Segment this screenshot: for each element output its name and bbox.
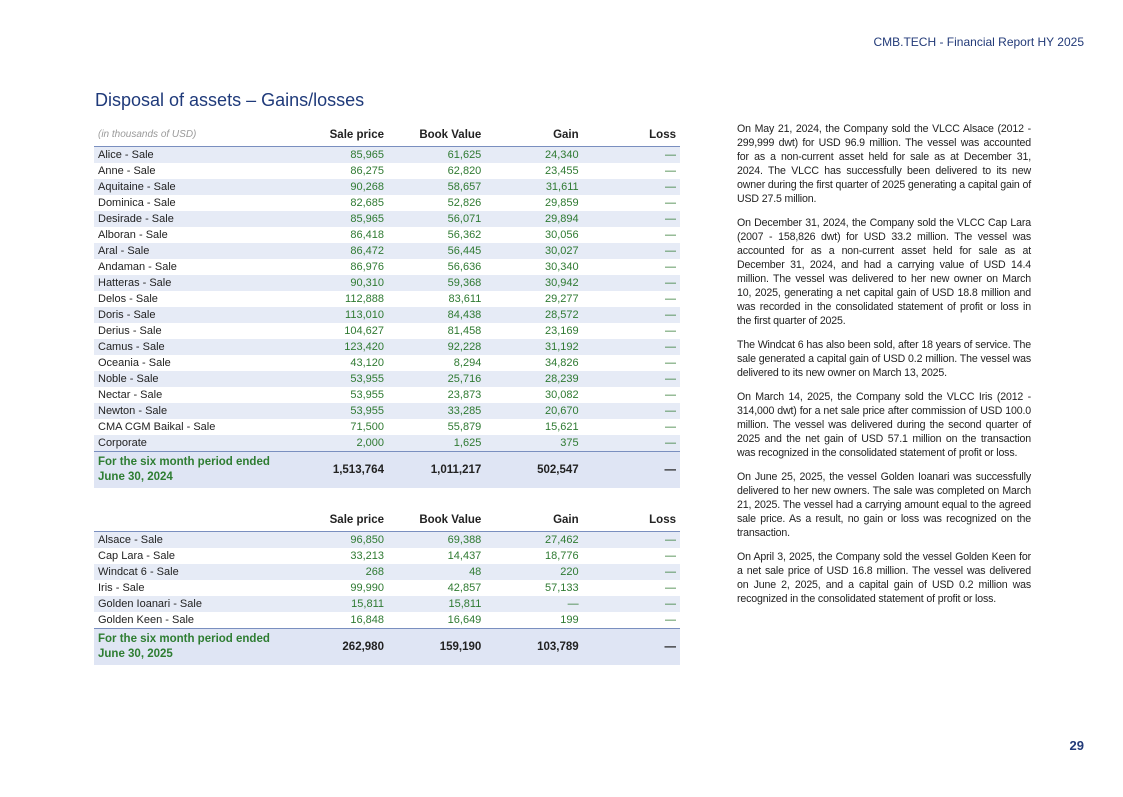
cell-value: 28,572	[485, 307, 582, 323]
total-label: For the six month period ended June 30, 2025	[94, 629, 291, 666]
cell-value: 29,894	[485, 211, 582, 227]
cell-value: 83,611	[448, 293, 482, 305]
unit-label-empty	[94, 511, 291, 532]
note-paragraph: On March 14, 2025, the Company sold the VLCC Iris (2012 - 314,000 dwt) for a net sale price after commission of USD 100.0 million. The vessel was delivered during the second quarter of 2025 and the net gain of USD 57.1 million on the transaction was recognized in the consolidated statement of profit or loss.	[737, 391, 1031, 459]
row-label: Doris - Sale	[94, 307, 291, 323]
cell-value: 23,873	[447, 389, 482, 401]
table-row	[94, 596, 680, 612]
cell-value: 85,965	[291, 211, 388, 227]
table-row	[94, 580, 680, 596]
cell-value: 86,976	[350, 261, 384, 273]
report-header-title: CMB.TECH - Financial Report HY 2025	[873, 35, 1084, 49]
cell-value: 90,310	[291, 275, 388, 291]
cell-value: 71,500	[350, 421, 384, 433]
row-label: Golden Keen - Sale	[98, 614, 195, 626]
cell-value: —	[665, 229, 676, 241]
cell-value: 53,955	[350, 389, 384, 401]
cell-value: 59,368	[388, 275, 485, 291]
explanatory-notes	[737, 122, 1031, 616]
cell-value: 113,010	[291, 307, 388, 323]
note-paragraph: On June 25, 2025, the vessel Golden Ioanari was successfully delivered to her new owners. The sale was completed on March 21, 2025. The vessel had a carrying amount equal to the agreed sale price. As a result, no gain or loss was recognized on the transaction.	[737, 471, 1031, 539]
cell-value: 31,192	[485, 339, 582, 355]
col-header-sale-price: Sale price	[291, 126, 388, 147]
cell-value: —	[665, 550, 676, 562]
cell-value: 123,420	[291, 339, 388, 355]
table-row	[94, 548, 680, 564]
row-label: Derius - Sale	[98, 325, 162, 337]
row-label: Aquitaine - Sale	[94, 179, 291, 195]
note-paragraph: On December 31, 2024, the Company sold the VLCC Cap Lara (2007 - 158,826 dwt) for USD 33.2 million. The vessel was accounted for as a non-current asset held for sale as at December 31, 2024, and had a carrying value of USD 14.4 million. The vessel was delivered to her new owner on March 10, 2025, generating a net capital gain of USD 18.8 million and was recorded in the consolidated statement of profit or loss in the first quarter of 2025.	[737, 217, 1031, 327]
col-header-gain: Gain	[485, 126, 582, 147]
table-row	[94, 612, 680, 629]
cell-value: 27,462	[485, 532, 582, 549]
table-row	[94, 195, 680, 211]
cell-value: 28,239	[485, 371, 582, 387]
total-value: —	[583, 629, 680, 666]
row-label: Nectar - Sale	[98, 389, 163, 401]
row-label: Anne - Sale	[98, 165, 156, 177]
cell-value: —	[485, 596, 582, 612]
col-header-sale-price: Sale price	[291, 511, 388, 532]
cell-value: 81,458	[447, 325, 482, 337]
cell-value: —	[665, 357, 676, 369]
cell-value: —	[583, 435, 680, 452]
col-header-book-value: Book Value	[388, 511, 485, 532]
row-label: Alsace - Sale	[94, 532, 291, 549]
row-label: Iris - Sale	[98, 582, 145, 594]
col-header-book-value: Book Value	[388, 126, 485, 147]
cell-value: —	[583, 596, 680, 612]
cell-value: —	[583, 371, 680, 387]
cell-value: 30,027	[485, 243, 582, 259]
total-value: 1,011,217	[388, 452, 485, 489]
total-value: 262,980	[291, 629, 388, 666]
row-label: Windcat 6 - Sale	[94, 564, 291, 580]
cell-value: 220	[485, 564, 582, 580]
cell-value: 24,340	[485, 147, 582, 164]
col-header-loss: Loss	[583, 511, 680, 532]
cell-value: 199	[560, 614, 579, 626]
table-row	[94, 403, 680, 419]
row-label: Alboran - Sale	[98, 229, 168, 241]
table-row	[94, 179, 680, 195]
cell-value: 15,811	[291, 596, 388, 612]
table-row	[94, 564, 680, 580]
row-label: Golden Ioanari - Sale	[94, 596, 291, 612]
cell-value: 42,857	[447, 582, 482, 594]
cell-value: 23,169	[544, 325, 579, 337]
total-value: 103,789	[485, 629, 582, 666]
row-label: Noble - Sale	[94, 371, 291, 387]
total-row	[94, 452, 680, 489]
cell-value: 15,811	[388, 596, 485, 612]
row-label: Desirade - Sale	[94, 211, 291, 227]
row-label: CMA CGM Baikal - Sale	[98, 421, 216, 433]
cell-value: 29,859	[544, 197, 579, 209]
cell-value: 85,965	[291, 147, 388, 164]
table-row	[94, 339, 680, 355]
cell-value: —	[583, 339, 680, 355]
row-label: Aral - Sale	[94, 243, 291, 259]
cell-value: 16,848	[350, 614, 384, 626]
table-row	[94, 243, 680, 259]
cell-value: 53,955	[291, 403, 388, 419]
cell-value: 31,611	[485, 179, 582, 195]
cell-value: 30,056	[544, 229, 579, 241]
cell-value: 48	[388, 564, 485, 580]
cell-value: 18,776	[544, 550, 579, 562]
cell-value: 56,071	[388, 211, 485, 227]
row-label: Hatteras - Sale	[94, 275, 291, 291]
row-label: Corporate	[94, 435, 291, 452]
disposal-table-2024	[94, 126, 680, 488]
row-label: Newton - Sale	[94, 403, 291, 419]
cell-value: 86,275	[350, 165, 384, 177]
cell-value: —	[665, 197, 676, 209]
cell-value: —	[665, 389, 676, 401]
cell-value: 99,990	[350, 582, 384, 594]
cell-value: 56,362	[447, 229, 482, 241]
row-label: Cap Lara - Sale	[98, 550, 176, 562]
col-header-gain: Gain	[485, 511, 582, 532]
cell-value: —	[583, 307, 680, 323]
table-row	[94, 275, 680, 291]
cell-value: 33,285	[388, 403, 485, 419]
table-row	[94, 147, 680, 164]
table-row	[94, 532, 680, 549]
cell-value: 1,625	[388, 435, 485, 452]
cell-value: 82,685	[350, 197, 384, 209]
cell-value: —	[665, 614, 676, 626]
cell-value: 30,942	[485, 275, 582, 291]
total-row	[94, 629, 680, 666]
table-row	[94, 211, 680, 227]
cell-value: —	[665, 293, 676, 305]
cell-value: 92,228	[388, 339, 485, 355]
total-value: 502,547	[485, 452, 582, 489]
table-row	[94, 355, 680, 371]
table-row	[94, 163, 680, 179]
cell-value: 84,438	[388, 307, 485, 323]
cell-value: 8,294	[453, 357, 482, 369]
cell-value: —	[583, 211, 680, 227]
row-label: Camus - Sale	[94, 339, 291, 355]
cell-value: 90,268	[291, 179, 388, 195]
cell-value: —	[583, 564, 680, 580]
cell-value: —	[583, 275, 680, 291]
table-row	[94, 259, 680, 275]
table-row	[94, 371, 680, 387]
cell-value: 29,277	[544, 293, 579, 305]
section-title: Disposal of assets – Gains/losses	[95, 90, 365, 110]
cell-value: 33,213	[350, 550, 384, 562]
note-paragraph: On April 3, 2025, the Company sold the vessel Golden Keen for a net sale price of USD 16.8 million. The vessel was delivered on June 2, 2025, and a capital gain of USD 0.2 million was recognized in the consolidated statement of profit or loss.	[737, 551, 1031, 605]
cell-value: 112,888	[345, 293, 384, 305]
cell-value: —	[665, 421, 676, 433]
cell-value: 53,955	[291, 371, 388, 387]
cell-value: 20,670	[485, 403, 582, 419]
row-label: Dominica - Sale	[98, 197, 176, 209]
cell-value: —	[583, 179, 680, 195]
cell-value: 268	[291, 564, 388, 580]
cell-value: —	[583, 532, 680, 549]
cell-value: 62,820	[447, 165, 482, 177]
cell-value: 15,621	[544, 421, 579, 433]
table-row	[94, 291, 680, 307]
cell-value: 16,649	[447, 614, 482, 626]
row-label: Oceania - Sale	[98, 357, 171, 369]
cell-value: 30,082	[544, 389, 579, 401]
cell-value: 14,437	[447, 550, 482, 562]
row-label: Andaman - Sale	[98, 261, 177, 273]
total-label: For the six month period ended June 30, 2024	[94, 452, 291, 489]
unit-label: (in thousands of USD)	[94, 126, 291, 147]
page-number: 29	[1069, 738, 1084, 753]
note-paragraph: The Windcat 6 has also been sold, after 18 years of service. The sale generated a capital gain of USD 0.2 million. The vessel was delivered to its new owner on March 13, 2025.	[737, 339, 1031, 379]
cell-value: 104,627	[344, 325, 384, 337]
table-row	[94, 323, 680, 339]
cell-value: —	[583, 243, 680, 259]
table-row	[94, 387, 680, 403]
col-header-loss: Loss	[583, 126, 680, 147]
cell-value: —	[665, 261, 676, 273]
cell-value: 56,636	[447, 261, 482, 273]
cell-value: 57,133	[544, 582, 579, 594]
row-label: Alice - Sale	[94, 147, 291, 164]
table-header-row	[94, 511, 680, 532]
row-label: Delos - Sale	[98, 293, 158, 305]
cell-value: 86,418	[350, 229, 384, 241]
cell-value: 25,716	[388, 371, 485, 387]
total-value: —	[583, 452, 680, 489]
cell-value: 30,340	[544, 261, 579, 273]
cell-value: —	[665, 325, 676, 337]
cell-value: 69,388	[388, 532, 485, 549]
cell-value: —	[665, 582, 676, 594]
cell-value: —	[665, 165, 676, 177]
cell-value: 23,455	[544, 165, 579, 177]
table-header-row	[94, 126, 680, 147]
cell-value: 58,657	[388, 179, 485, 195]
cell-value: —	[583, 403, 680, 419]
table-row	[94, 307, 680, 323]
cell-value: 61,625	[388, 147, 485, 164]
cell-value: 52,826	[447, 197, 482, 209]
cell-value: 55,879	[447, 421, 482, 433]
cell-value: 34,826	[544, 357, 579, 369]
total-value: 159,190	[388, 629, 485, 666]
cell-value: 43,120	[350, 357, 384, 369]
cell-value: —	[583, 147, 680, 164]
cell-value: 2,000	[291, 435, 388, 452]
cell-value: 56,445	[388, 243, 485, 259]
table-row	[94, 435, 680, 452]
table-row	[94, 227, 680, 243]
total-value: 1,513,764	[291, 452, 388, 489]
disposal-table-2025	[94, 511, 680, 665]
cell-value: 375	[485, 435, 582, 452]
table-row	[94, 419, 680, 435]
cell-value: 86,472	[291, 243, 388, 259]
note-paragraph: On May 21, 2024, the Company sold the VLCC Alsace (2012 - 299,999 dwt) for USD 96.9 million. The vessel was accounted for as a non-current asset held for sale as at December 31, 2024. The VLCC has successfully been delivered to its new owner during the first quarter of 2025 generating a capital gain of USD 27.5 million.	[737, 123, 1031, 205]
cell-value: 96,850	[291, 532, 388, 549]
